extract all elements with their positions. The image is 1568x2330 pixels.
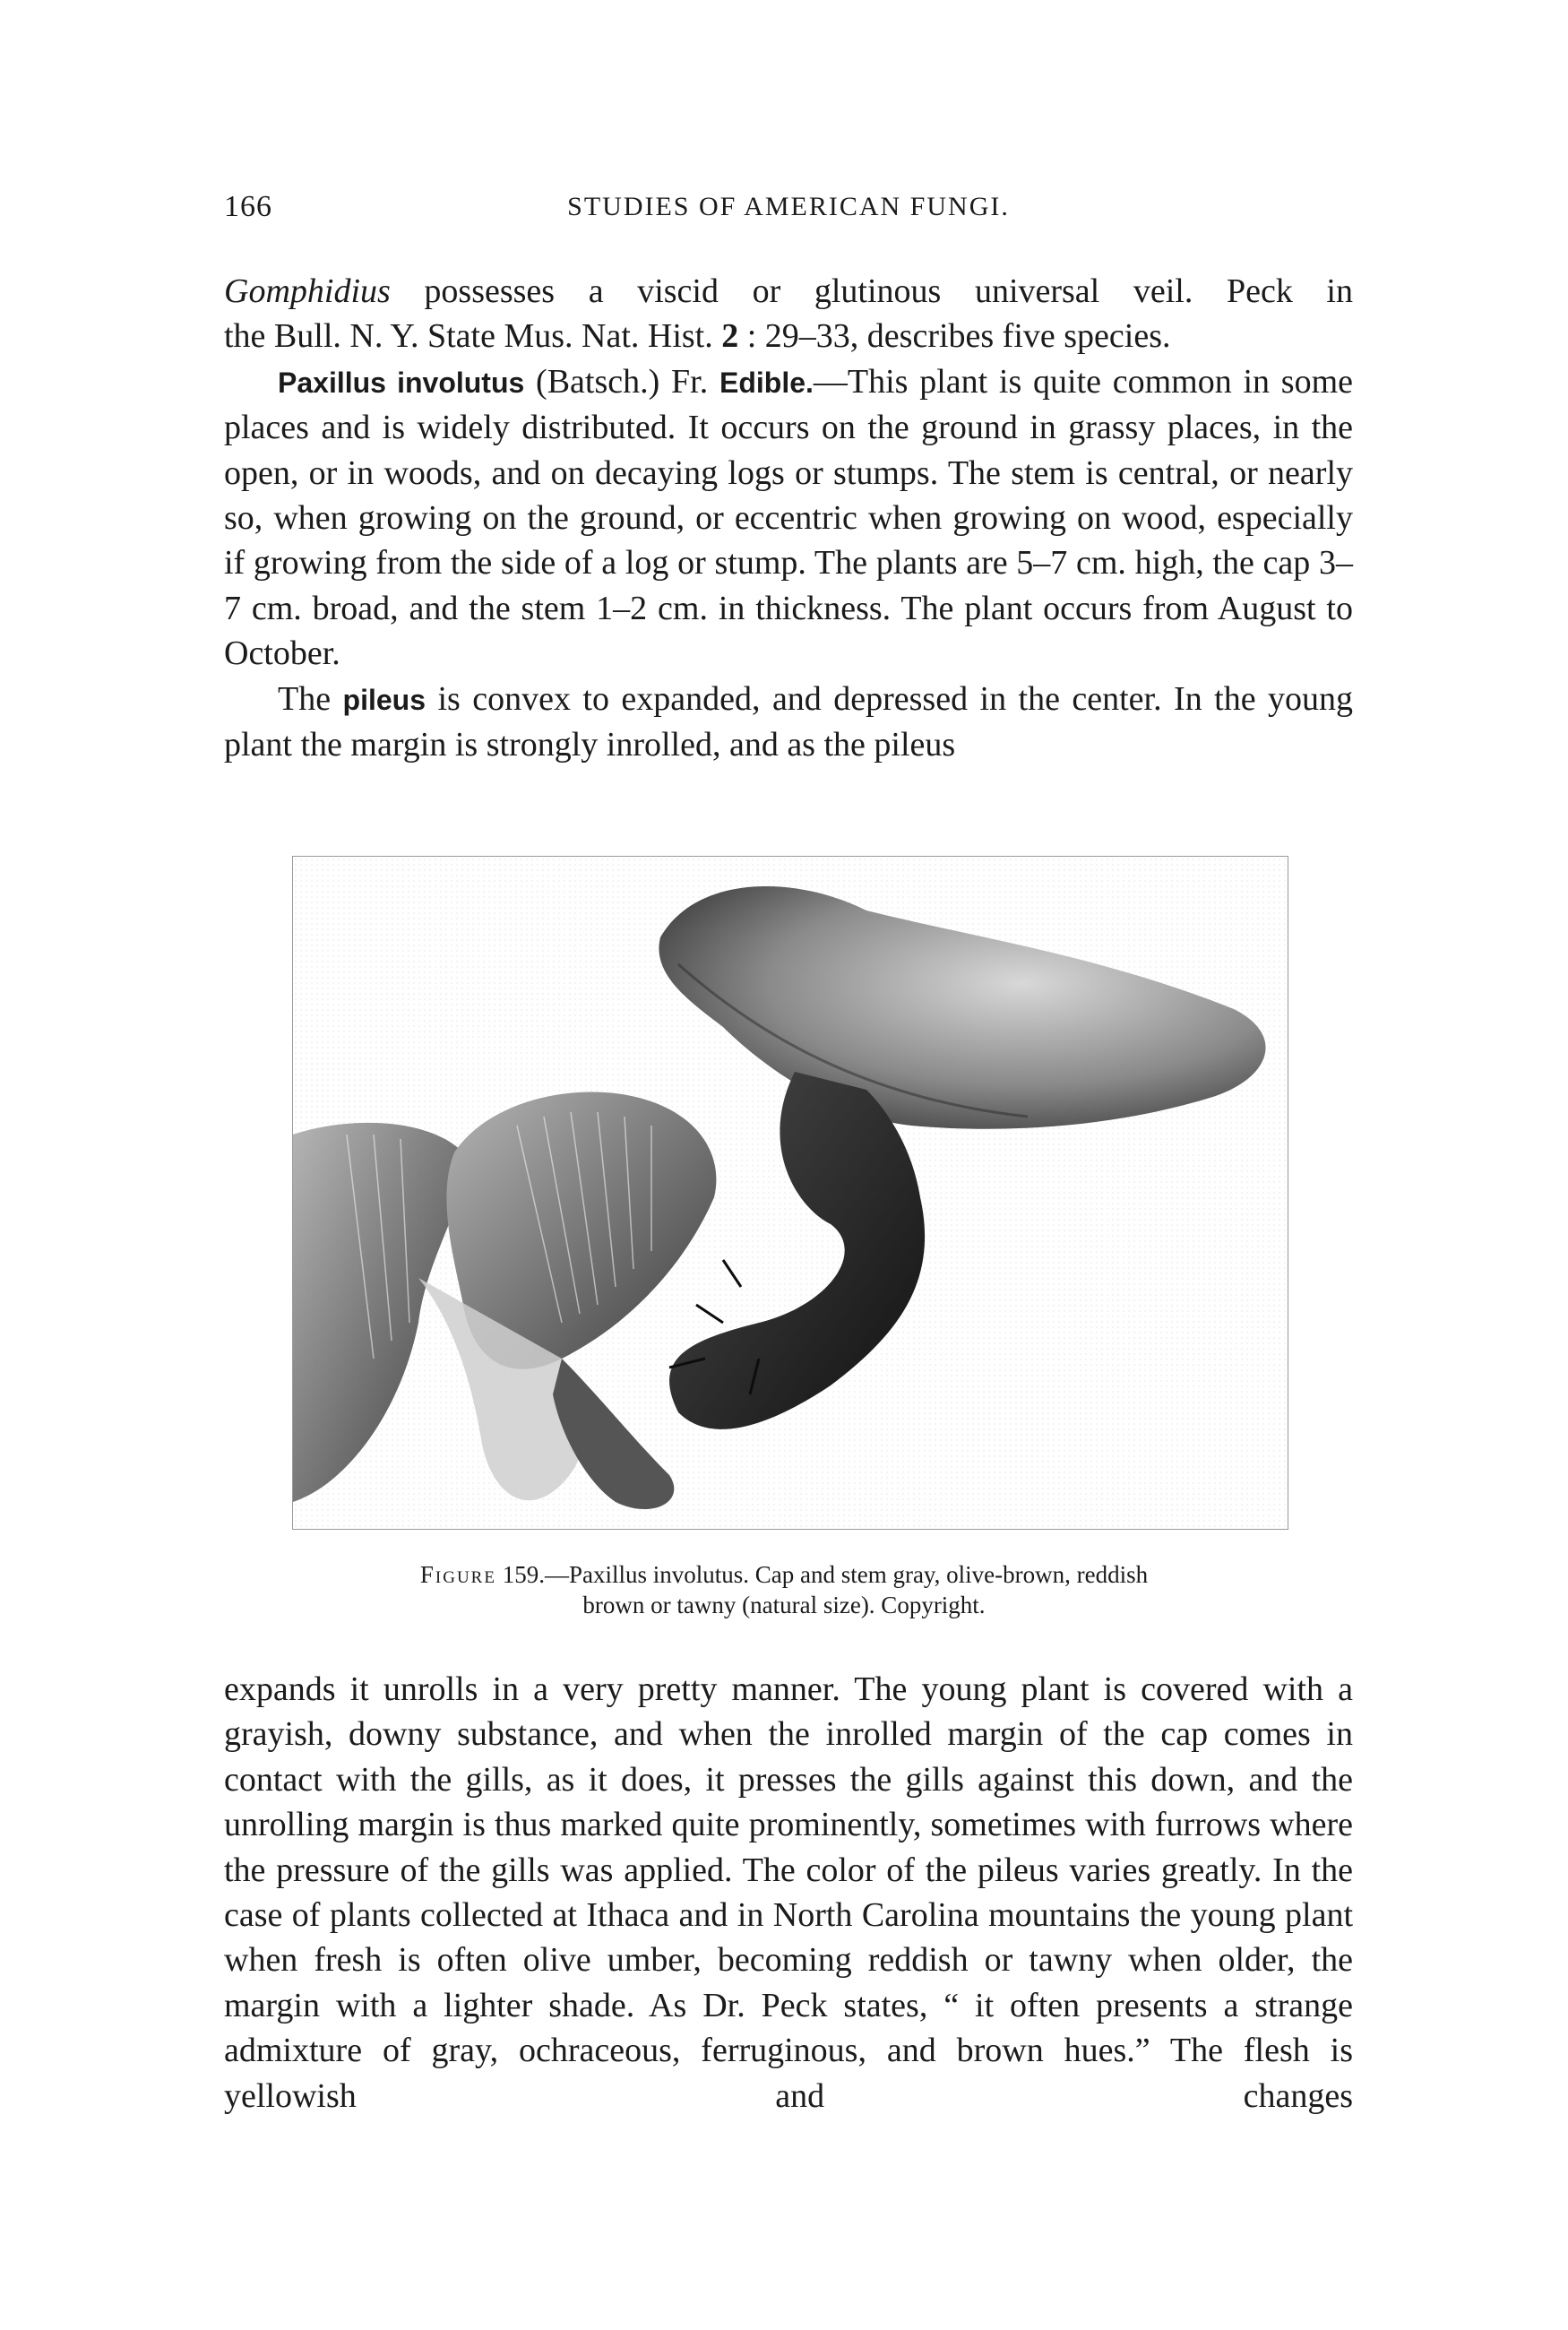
figure-photo xyxy=(292,856,1288,1530)
figure-number: 159. xyxy=(495,1561,545,1588)
caption-line-2: brown or tawny (natural size). Copyright. xyxy=(582,1592,986,1618)
running-title: STUDIES OF AMERICAN FUNGI. xyxy=(567,192,1010,221)
caption-line-1: Figure 159.—Paxillus involutus. Cap and stem gray, olive-brown, reddish xyxy=(419,1561,1149,1588)
page-header xyxy=(224,190,1353,235)
paragraph-paxillus: Paxillus involutus (Batsch.) Fr. Edible.—This plant is quite common in some places and is widely distributed. It occurs on the ground in grassy places, in the open, or in woods, and on decaying logs or stumps. The stem is central, or nearly so, when growing on the ground, or eccentric when growing on wood, especially if growing from the side of a log or stump. The plants are 5–7 cm. high, the cap 3–7 cm. broad, and the stem 1–2 cm. in thickness. The plant occurs from August to October. xyxy=(224,362,1353,673)
paragraph-gomphidius-cont: the Bull. N. Y. State Mus. Nat. Hist. 2 : 29–33, describes five species. xyxy=(224,317,1171,356)
figure-label: Figure xyxy=(419,1561,496,1588)
paragraph-gomphidius: Gomphidius possesses a viscid or glutinous universal veil. Peck in xyxy=(224,272,1353,310)
species-name: Paxillus involutus xyxy=(278,366,525,399)
genus-name: Gomphidius xyxy=(224,272,391,310)
figure-caption xyxy=(278,1559,1290,1620)
paragraph-expands: expands it unrolls in a very pretty manner. The young plant is covered with a grayish, downy substance, and when the inrolled margin of the cap comes in contact with the gills, as it does, it presses the gills against this down, and the unrolling margin is thus marked quite prominently, sometimes with furrows where the pressure of the gills was applied. The color of the pileus varies greatly. In the case of plants collected at Ithaca and in North Carolina mountains the young plant when fresh is often olive umber, becoming reddish or tawny when older, the margin with a lighter shade. As Dr. Peck states, “ it often presents a strange admixture of gray, ochraceous, ferruginous, and brown hues.” The flesh is yellowish and changes xyxy=(224,1670,1353,2115)
edible-label: Edible. xyxy=(719,366,814,399)
paragraph-pileus: The pileus is convex to expanded, and depressed in the center. In the young plant the margin is strongly inrolled, and as the pileus xyxy=(224,679,1354,764)
text-block-bottom xyxy=(224,1667,1353,2119)
page-number: 166 xyxy=(224,190,272,223)
term-pileus: pileus xyxy=(342,683,426,716)
text-block-top xyxy=(224,269,1353,767)
mushroom-illustration xyxy=(293,857,1288,1529)
